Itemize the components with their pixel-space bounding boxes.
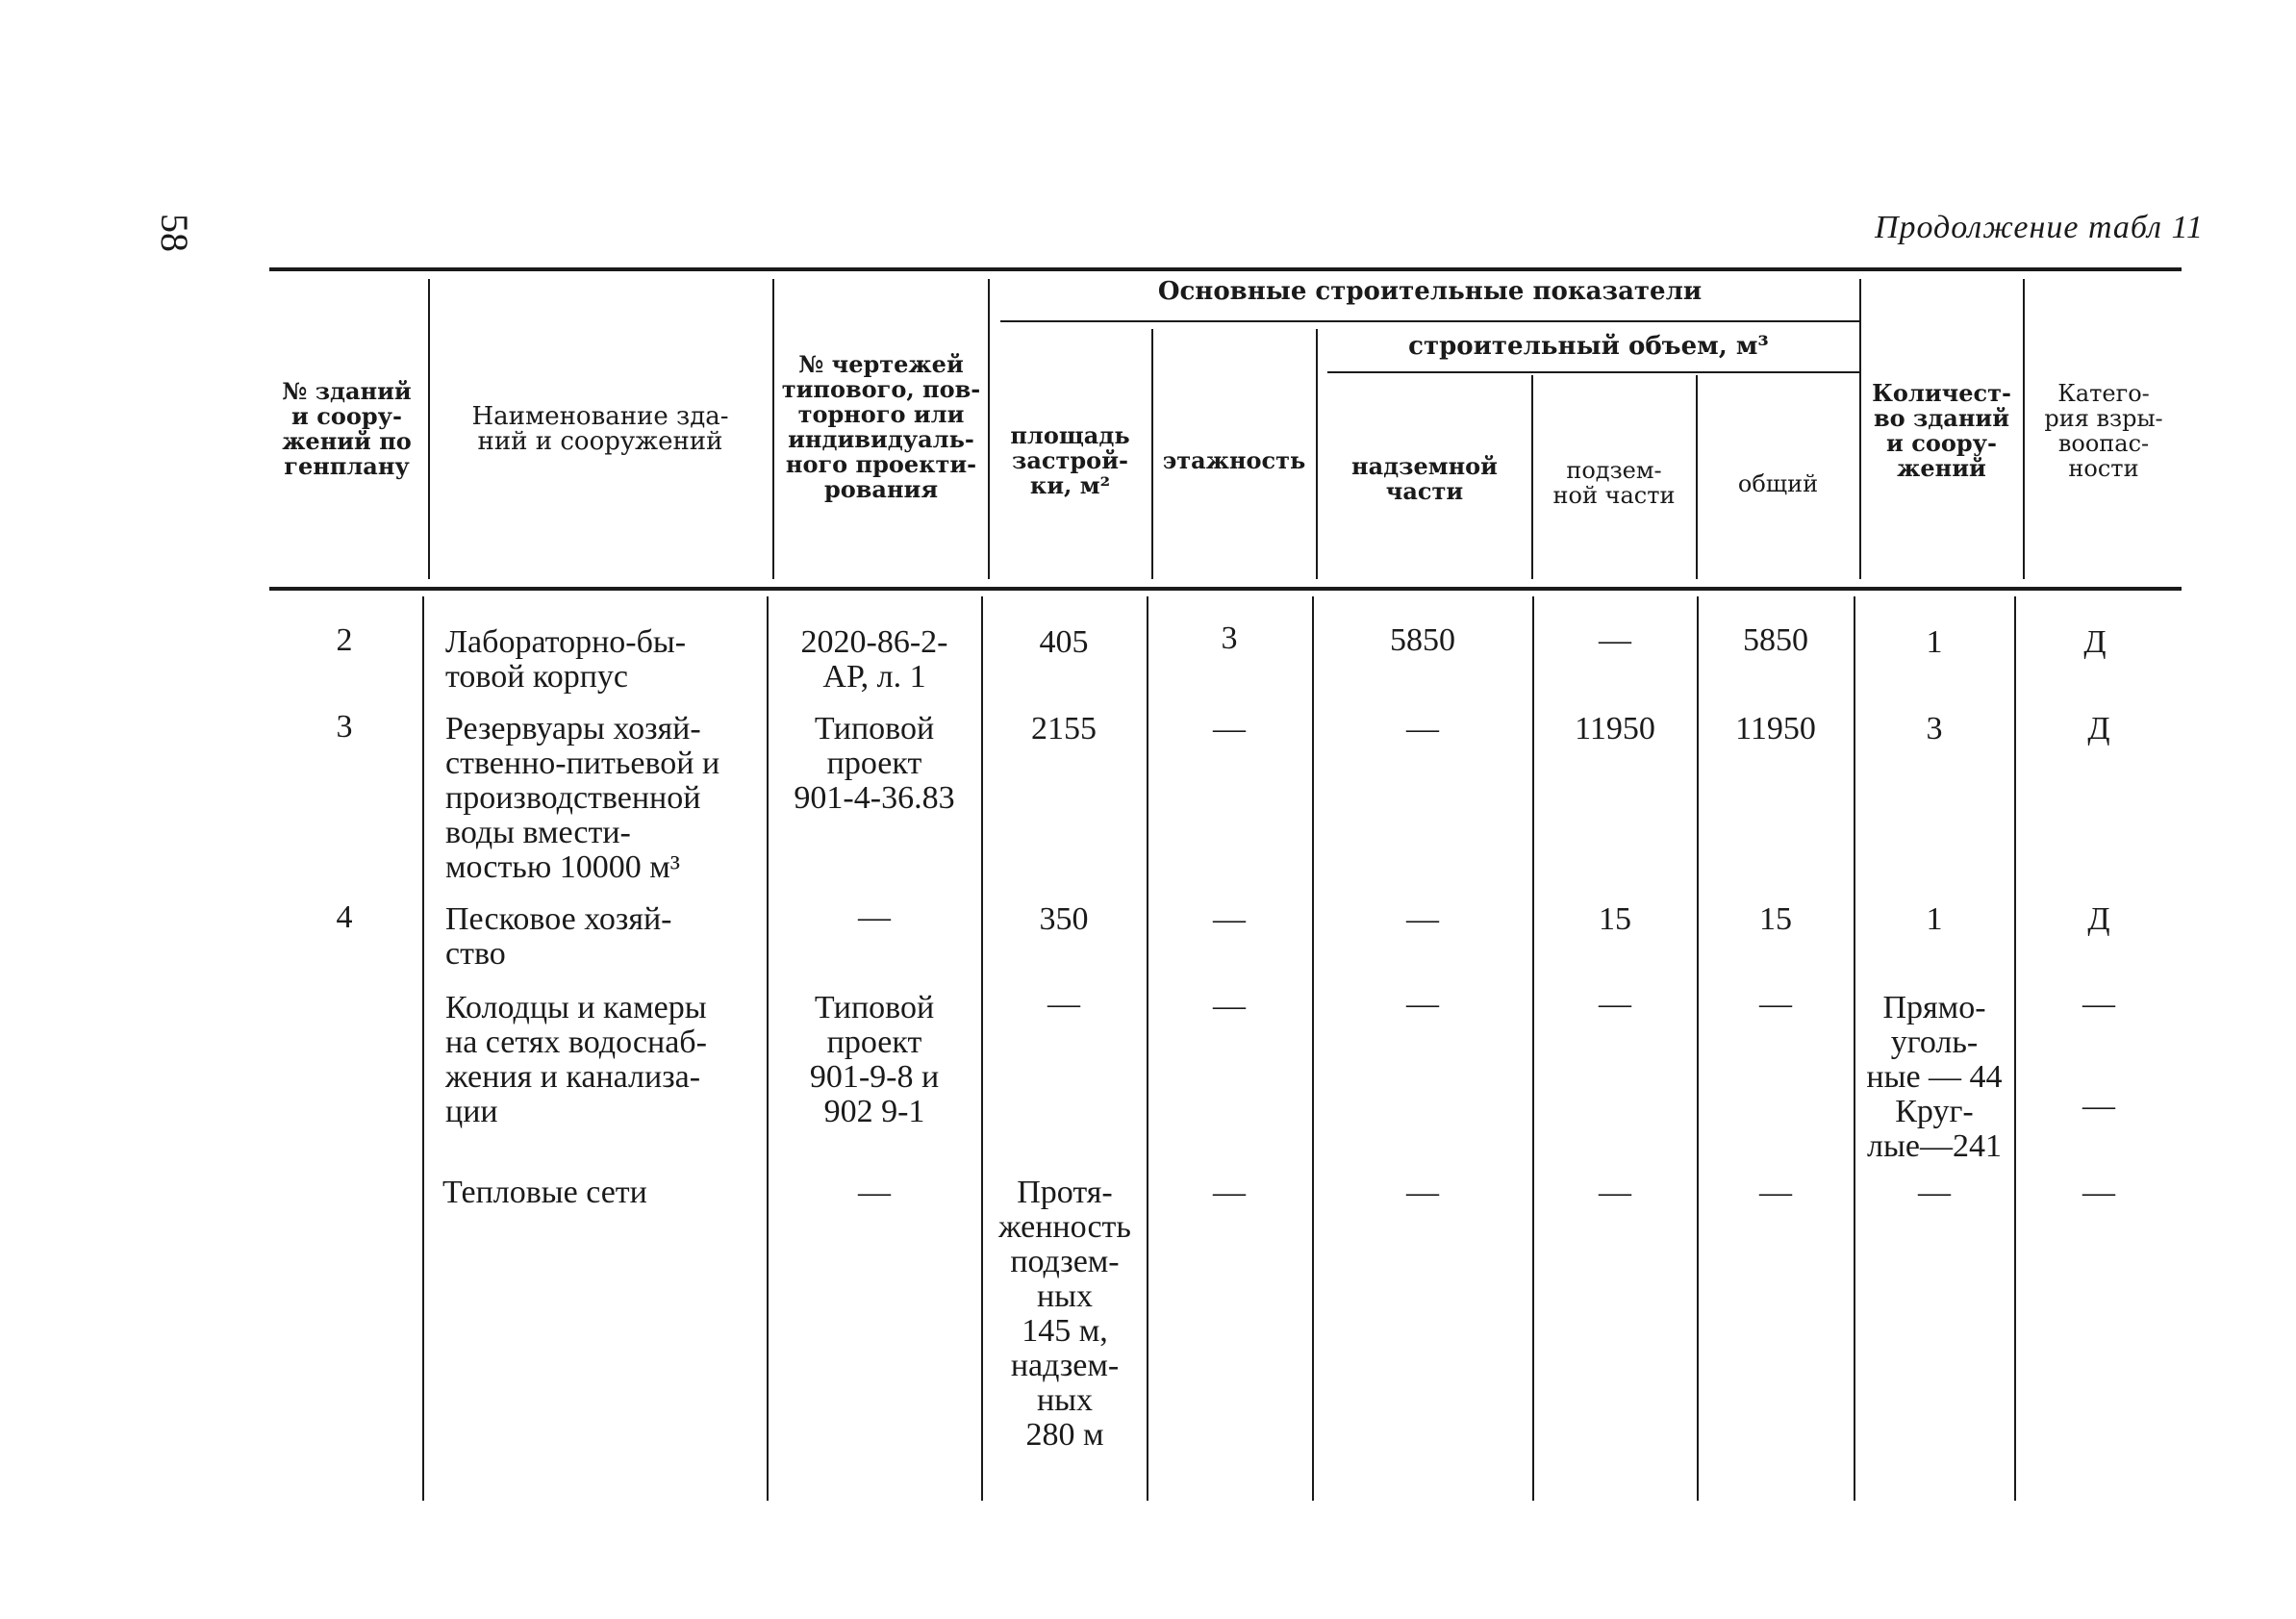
- body-divider: [1697, 596, 1699, 1501]
- header-col-below: подзем- ной части: [1552, 457, 1676, 509]
- cell-above: 5850: [1390, 622, 1455, 658]
- cell-total: 11950: [1735, 711, 1816, 746]
- header-divider: [988, 279, 990, 579]
- cell-below: 11950: [1575, 711, 1655, 746]
- cell-name: Песковое хозяй- ство: [445, 901, 672, 972]
- continuation-caption: Продолжение табл 11: [1874, 210, 2204, 245]
- header-divider: [1151, 329, 1153, 579]
- cell-total: 5850: [1743, 622, 1808, 658]
- cell-area: Протя- женность подзем- ных 145 м, надзем- ных 280 м: [998, 1175, 1131, 1453]
- page-number: 58: [153, 214, 196, 252]
- header-col-no: № зданий и соору- жений по генплану: [282, 377, 412, 480]
- header-divider: [1696, 375, 1698, 579]
- header-col-area: площадь застрой- ки, м²: [1010, 421, 1130, 499]
- body-divider: [767, 596, 769, 1501]
- header-divider: [1316, 329, 1318, 579]
- cell-no: 3: [336, 709, 353, 745]
- header-group-volume: строительный объем, м³: [1408, 332, 1769, 361]
- cell-above: —: [1406, 1175, 1439, 1210]
- body-divider: [1532, 596, 1534, 1501]
- cell-below: —: [1599, 622, 1631, 658]
- cell-floors: —: [1213, 901, 1246, 937]
- header-divider: [1531, 375, 1533, 579]
- header-col-name: Наименование зда- ний и сооружений: [471, 402, 729, 456]
- header-col-drawing: № чертежей типового, пов- торного или индивидуаль- ного проекти- рования: [781, 350, 981, 503]
- cell-below: 15: [1599, 901, 1631, 937]
- cell-above: —: [1406, 986, 1439, 1022]
- cell-name: Колодцы и камеры на сетях водоснаб- жения и канализа- ции: [445, 990, 707, 1129]
- cell-drawing: Типовой проект 901-4-36.83: [794, 711, 955, 816]
- body-divider: [422, 596, 424, 1501]
- cell-floors: —: [1213, 988, 1246, 1024]
- cell-drawing: —: [858, 1175, 891, 1210]
- cell-total: —: [1759, 1175, 1792, 1210]
- header-group-line: [1000, 320, 1859, 322]
- cell-category: —: [2082, 986, 2115, 1022]
- cell-count: 1: [1926, 901, 1943, 937]
- cell-total: —: [1759, 986, 1792, 1022]
- cell-no: 2: [336, 622, 353, 658]
- cell-below: —: [1599, 1175, 1631, 1210]
- cell-drawing: —: [858, 899, 891, 935]
- cell-below: —: [1599, 986, 1631, 1022]
- cell-above: —: [1406, 711, 1439, 746]
- cell-count: 1: [1926, 624, 1943, 660]
- cell-above: —: [1406, 901, 1439, 937]
- cell-category: Д: [2087, 711, 2110, 746]
- header-divider: [772, 279, 774, 579]
- body-divider: [1312, 596, 1314, 1501]
- header-subgroup-line: [1327, 371, 1859, 373]
- top-rule: [269, 267, 2182, 271]
- header-group-main: Основные строительные показатели: [1157, 277, 1703, 306]
- cell-drawing: Типовой проект 901-9-8 и 902 9-1: [809, 990, 940, 1129]
- cell-floors: —: [1213, 1175, 1246, 1210]
- cell-category: —: [2082, 1175, 2115, 1210]
- cell-area: 2155: [1031, 711, 1097, 746]
- header-col-floors: этажность: [1162, 446, 1306, 474]
- header-divider: [1859, 279, 1861, 579]
- cell-drawing: 2020-86-2- АР, л. 1: [800, 624, 948, 695]
- body-divider: [1854, 596, 1855, 1501]
- body-divider: [2014, 596, 2016, 1501]
- header-bottom-rule: [269, 587, 2182, 591]
- header-col-category: Катего- рия взры- воопас- ности: [2044, 380, 2163, 482]
- cell-category: Д: [2083, 624, 2107, 660]
- cell-name: Резервуары хозяй- ственно-питьевой и производственной воды вмести- мостью 10000 м³: [445, 711, 720, 885]
- cell-category: Д: [2087, 901, 2110, 937]
- cell-count: Прямо- уголь- ные — 44 Круг- лые—241: [1866, 990, 2003, 1164]
- header-divider: [428, 279, 430, 579]
- body-divider: [1147, 596, 1148, 1501]
- cell-area: 350: [1039, 901, 1089, 937]
- cell-category: —: [2082, 1088, 2115, 1124]
- cell-floors: 3: [1221, 620, 1238, 656]
- cell-area: —: [1047, 986, 1080, 1022]
- cell-count: —: [1918, 1175, 1951, 1210]
- cell-name: Тепловые сети: [442, 1175, 647, 1210]
- cell-name: Лабораторно-бы- товой корпус: [445, 624, 687, 695]
- header-divider: [2023, 279, 2025, 579]
- cell-count: 3: [1926, 711, 1943, 746]
- header-col-total: общий: [1737, 470, 1819, 497]
- cell-total: 15: [1759, 901, 1792, 937]
- cell-floors: —: [1213, 711, 1246, 746]
- cell-no: 4: [336, 899, 353, 935]
- cell-area: 405: [1039, 624, 1089, 660]
- header-col-above: надземной части: [1351, 452, 1498, 505]
- header-col-count: Количест- во зданий и соору- жений: [1872, 379, 2011, 482]
